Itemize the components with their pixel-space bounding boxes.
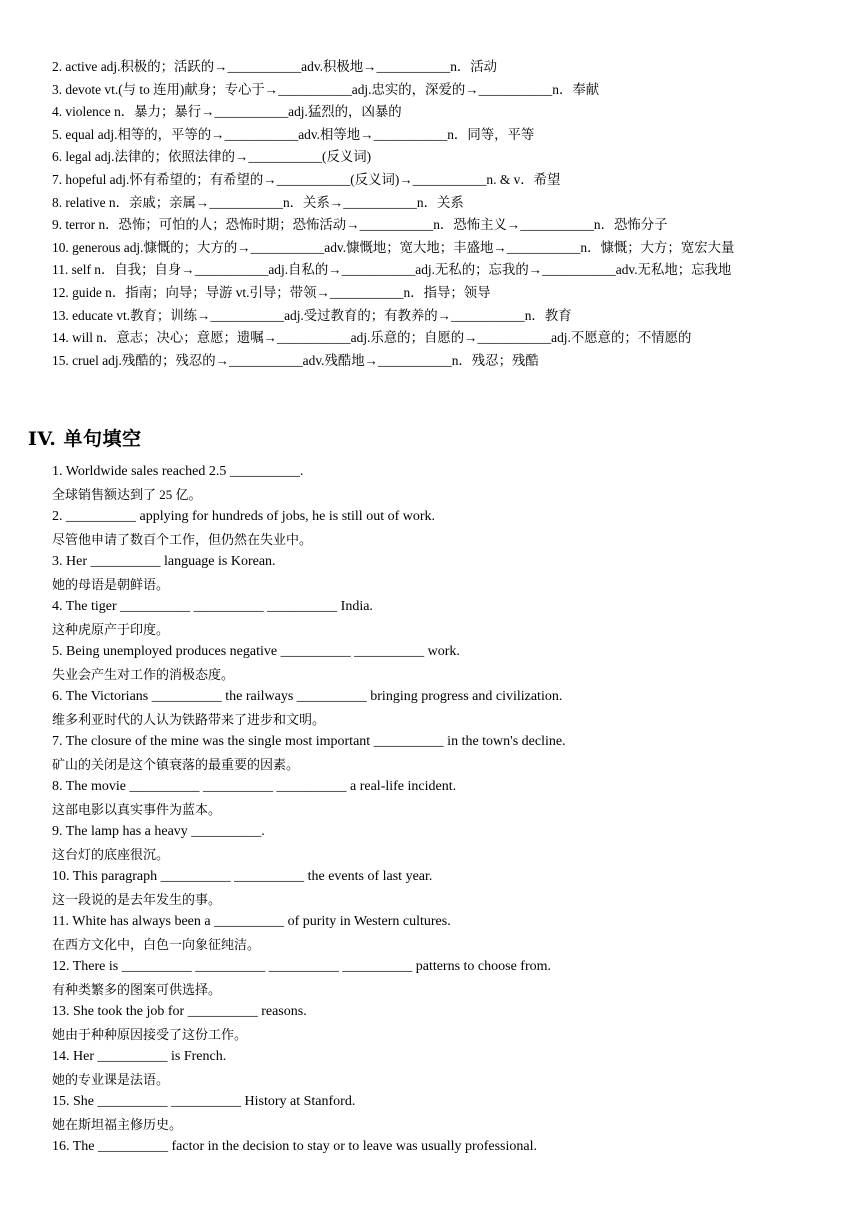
sentence-english: 10. This paragraph __________ __________ the events of last year. xyxy=(52,869,433,884)
word-list-item: 4. violence n．暴力；暴行→___________adj.猛烈的，凶暴的 xyxy=(52,104,402,120)
sentence-chinese: 她在斯坦福主修历史。 xyxy=(52,1116,183,1132)
sentence-item xyxy=(52,1046,822,1091)
sentence-chinese: 尽管他申请了数百个工作，但仍然在失业中。 xyxy=(52,531,313,547)
word-list-item: 14. will n．意志；决心；意愿；遗嘱→___________adj.乐意的；自愿的→___________adj.不愿意的；不情愿的 xyxy=(52,330,692,346)
word-list-item: 3. devote vt.(与 to 连用)献身；专心于→___________adj.忠实的，深爱的→___________n．奉献 xyxy=(52,81,600,97)
word-list-item: 6. legal adj.法律的；依照法律的→___________(反义词) xyxy=(52,149,372,165)
word-list-item: 10. generous adj.慷慨的；大方的→___________adv.慷慨地；宽大地；丰盛地→___________n．慷慨；大方；宽宏大量 xyxy=(52,239,735,255)
sentence-english: 7. The closure of the mine was the single most important __________ in the town's decline. xyxy=(52,734,566,749)
sentence-item xyxy=(52,596,822,641)
sentence-chinese: 全球销售额达到了 25 亿。 xyxy=(52,486,202,502)
sentence-fill-list xyxy=(52,461,822,1159)
sentence-chinese: 失业会产生对工作的消极态度。 xyxy=(52,666,235,682)
sentence-english: 9. The lamp has a heavy __________. xyxy=(52,824,265,839)
sentence-item xyxy=(52,1091,822,1136)
section-title: IV. 单句填空 xyxy=(28,428,142,450)
sentence-chinese: 她的母语是朝鲜语。 xyxy=(52,576,170,592)
sentence-english: 12. There is __________ __________ __________ __________ patterns to choose from. xyxy=(52,959,552,974)
word-list-item: 9. terror n．恐怖；可怕的人；恐怖时期；恐怖活动→___________n．恐怖主义→___________n．恐怖分子 xyxy=(52,217,668,233)
sentence-item xyxy=(52,686,822,731)
sentence-item xyxy=(52,461,822,506)
word-list-item: 13. educate vt.教育；训练→___________adj.受过教育的；有教养的→___________n．教育 xyxy=(52,307,572,323)
word-list-item: 5. equal adj.相等的，平等的→___________adv.相等地→___________n．同等，平等 xyxy=(52,126,535,142)
sentence-english: 8. The movie __________ __________ __________ a real-life incident. xyxy=(52,779,457,794)
sentence-english: 13. She took the job for __________ reasons. xyxy=(52,1004,307,1019)
sentence-chinese: 这部电影以真实事件为蓝本。 xyxy=(52,801,222,817)
sentence-chinese: 这种虎原产于印度。 xyxy=(52,621,170,637)
sentence-english: 16. The __________ factor in the decision to stay or to leave was usually professional. xyxy=(52,1139,537,1154)
word-list-item: 11. self n．自我；自身→___________adj.自私的→___________adj.无私的；忘我的→___________adv.无私地；忘我地 xyxy=(52,262,732,278)
word-list-item: 15. cruel adj.残酷的；残忍的→___________adv.残酷地→___________n．残忍；残酷 xyxy=(52,352,539,368)
sentence-item xyxy=(52,1001,822,1046)
sentence-english: 1. Worldwide sales reached 2.5 __________. xyxy=(52,464,304,479)
sentence-chinese: 她的专业课是法语。 xyxy=(52,1071,170,1087)
sentence-item xyxy=(52,956,822,1001)
sentence-item xyxy=(52,866,822,911)
sentence-english: 4. The tiger __________ __________ __________ India. xyxy=(52,599,373,614)
sentence-item xyxy=(52,731,822,776)
word-list-item: 8. relative n．亲戚；亲属→___________n．关系→___________n．关系 xyxy=(52,194,464,210)
sentence-english: 11. White has always been a __________ of purity in Western cultures. xyxy=(52,914,451,929)
sentence-chinese: 这台灯的底座很沉。 xyxy=(52,846,170,862)
sentence-item xyxy=(52,911,822,956)
sentence-chinese: 维多利亚时代的人认为铁路带来了进步和文明。 xyxy=(52,711,326,727)
sentence-english: 14. Her __________ is French. xyxy=(52,1049,227,1064)
sentence-english: 3. Her __________ language is Korean. xyxy=(52,554,276,569)
sentence-item xyxy=(52,641,822,686)
sentence-english: 2. __________ applying for hundreds of jobs, he is still out of work. xyxy=(52,509,436,524)
sentence-item xyxy=(52,1136,822,1159)
word-list-item: 7. hopeful adj.怀有希望的；有希望的→___________(反义词)→___________n. & v．希望 xyxy=(52,171,561,187)
word-list-item: 12. guide n．指南；向导；导游 vt.引导；带领→___________n．指导；领导 xyxy=(52,284,491,300)
sentence-chinese: 矿山的关闭是这个镇衰落的最重要的因素。 xyxy=(52,756,300,772)
sentence-item xyxy=(52,821,822,866)
sentence-english: 5. Being unemployed produces negative __________ __________ work. xyxy=(52,644,460,659)
sentence-item xyxy=(52,506,822,551)
sentence-chinese: 她由于种种原因接受了这份工作。 xyxy=(52,1026,248,1042)
sentence-item xyxy=(52,776,822,821)
sentence-chinese: 有种类繁多的图案可供选择。 xyxy=(52,981,222,997)
sentence-english: 15. She __________ __________ History at Stanford. xyxy=(52,1094,356,1109)
sentence-chinese: 在西方文化中，白色一向象征纯洁。 xyxy=(52,936,261,952)
sentence-english: 6. The Victorians __________ the railways __________ bringing progress and civilization. xyxy=(52,689,563,704)
sentence-chinese: 这一段说的是去年发生的事。 xyxy=(52,891,222,907)
sentence-item xyxy=(52,551,822,596)
word-list-item: 2. active adj.积极的；活跃的→___________adv.积极地→___________n．活动 xyxy=(52,59,498,74)
word-derivation-list xyxy=(52,56,822,372)
